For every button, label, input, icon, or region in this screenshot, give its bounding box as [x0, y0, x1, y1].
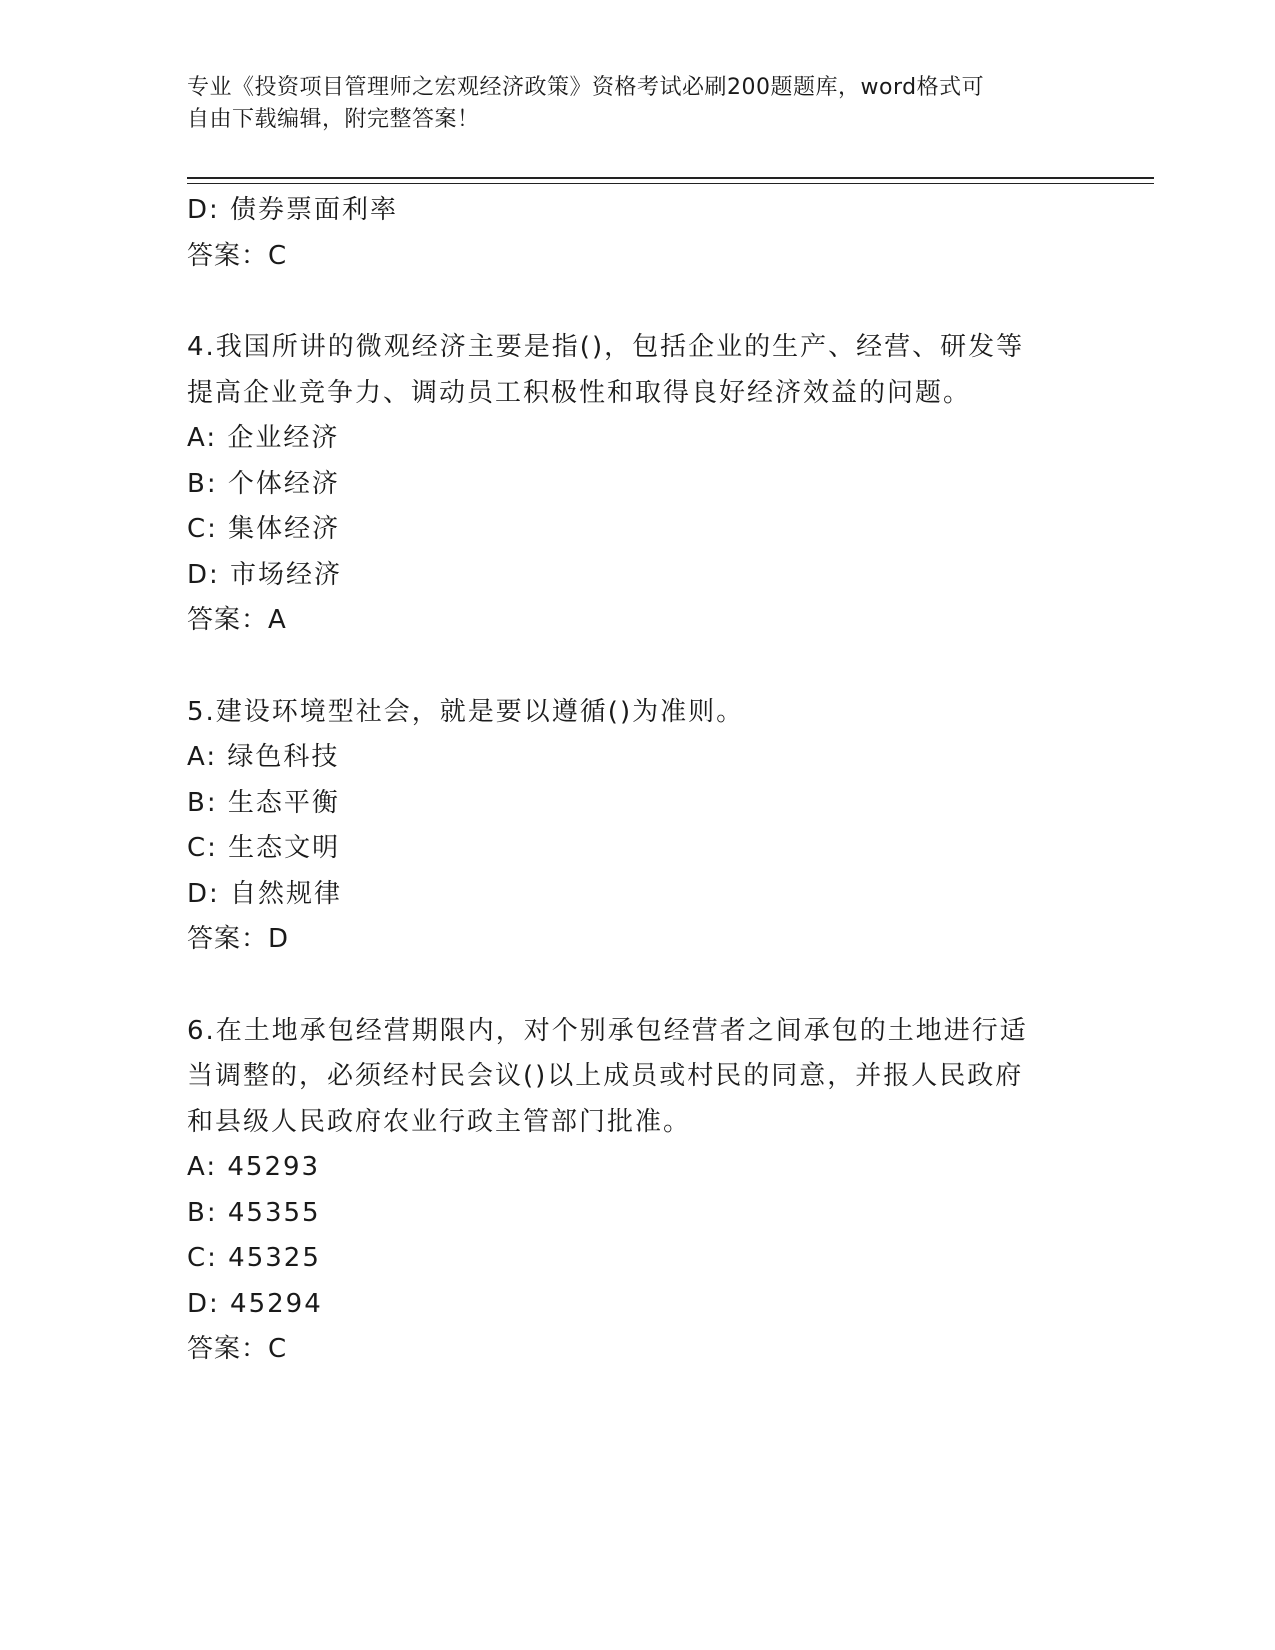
- spacer: [187, 279, 1087, 325]
- question-4-option-b: B: 个体经济: [187, 468, 340, 499]
- question-content: [187, 188, 1087, 1373]
- question-6-option-d: D: 45294: [187, 1288, 323, 1319]
- question-4-option-d: D: 市场经济: [187, 559, 343, 590]
- question-5-option-c: C: 生态文明: [187, 833, 341, 863]
- spacer: [187, 963, 1087, 1009]
- question-6: [187, 1009, 1087, 1373]
- question-6-text-line-2: 当调整的，必须经村民会议()以上成员或村民的同意，并报人民政府: [187, 1061, 1024, 1091]
- question-4-text-line-1: 4.我国所讲的微观经济主要是指()，包括企业的生产、经营、研发等: [187, 332, 1025, 362]
- question-5-answer: 答案：D: [187, 924, 290, 954]
- question-5: [187, 690, 1087, 963]
- question-4-option-a: A: 企业经济: [187, 423, 340, 453]
- document-header: [187, 72, 1067, 136]
- carryover-option-d: D: 债券票面利率: [187, 195, 399, 225]
- question-6-text-line-3: 和县级人民政府农业行政主管部门批准。: [187, 1106, 692, 1137]
- question-4-text-line-2: 提高企业竞争力、调动员工积极性和取得良好经济效益的问题。: [187, 377, 972, 408]
- question-6-option-b: B: 45355: [187, 1197, 321, 1228]
- question-6-option-c: C: 45325: [187, 1243, 321, 1273]
- header-title-line-1: 专业《投资项目管理师之宏观经济政策》资格考试必刷200题题库，word格式可: [187, 75, 985, 100]
- spacer: [187, 644, 1087, 690]
- question-5-option-b: B: 生态平衡: [187, 787, 340, 818]
- question-6-text-line-1: 6.在土地承包经营期限内，对个别承包经营者之间承包的土地进行适: [187, 1015, 1028, 1046]
- question-5-text-line-1: 5.建设环境型社会，就是要以遵循()为准则。: [187, 696, 745, 727]
- carryover-answer: 答案：C: [187, 240, 288, 271]
- question-5-option-a: A: 绿色科技: [187, 742, 340, 772]
- question-6-answer: 答案：C: [187, 1334, 288, 1364]
- question-5-option-d: D: 自然规律: [187, 878, 343, 909]
- header-divider-thin: [187, 183, 1154, 184]
- question-4-answer: 答案：A: [187, 605, 287, 635]
- header-divider-thick: [187, 177, 1154, 179]
- question-6-option-a: A: 45293: [187, 1152, 321, 1182]
- question-4: [187, 325, 1087, 644]
- question-4-option-c: C: 集体经济: [187, 514, 341, 544]
- header-title-line-2: 自由下载编辑，附完整答案！: [187, 107, 480, 132]
